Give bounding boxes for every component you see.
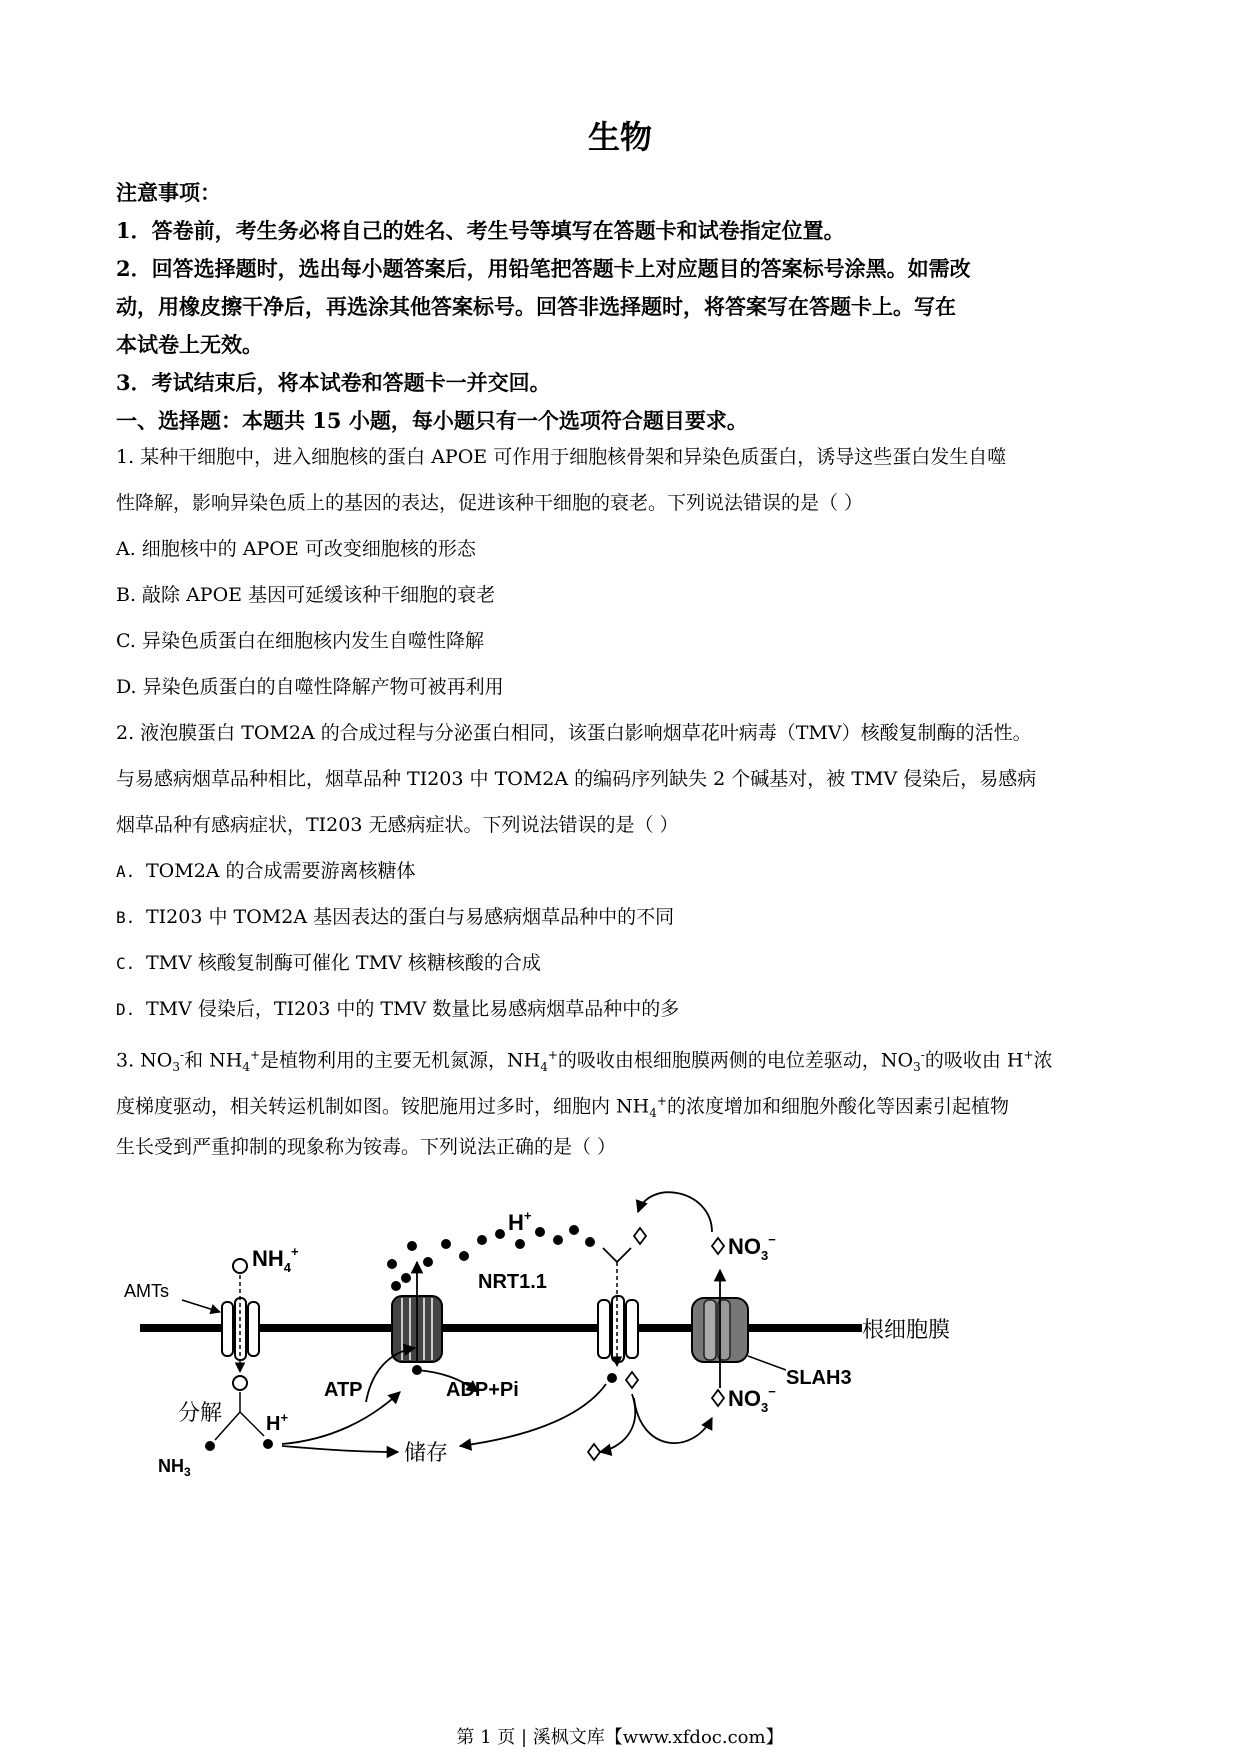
nh4-ion-circle [233, 1259, 247, 1273]
q2-option-a-text: TOM2A 的合成需要游离核糖体 [146, 860, 416, 882]
nrt-channel [598, 1296, 638, 1362]
q2-stem-line-2: 与易感病烟草品种相比，烟草品种 TI203 中 TOM2A 的编码序列缺失 2 个碱基对，被 TMV 侵染后，易感病 [116, 768, 1037, 790]
q2-option-b-label: B. [116, 908, 136, 927]
q1-option-c: C. 异染色质蛋白在细胞核内发生自噬性降解 [116, 630, 484, 652]
h-inside-label: H+ [266, 1410, 289, 1435]
fenjie-label: 分解 [178, 1400, 223, 1425]
nh3-dot [205, 1441, 215, 1451]
notice-heading: 注意事项： [116, 180, 221, 205]
atp-label: ATP [324, 1379, 363, 1401]
notice-item-2-line-2: 动，用橡皮擦干净后，再选涂其他答案标号。回答非选择题时，将答案写在答题卡上。写在 [116, 294, 956, 319]
q2-option-b-text: TI203 中 TOM2A 基因表达的蛋白与易感病烟草品种中的不同 [146, 906, 675, 928]
slah3-label: SLAH3 [786, 1367, 852, 1389]
q2-option-a-label: A. [116, 862, 136, 881]
membrane-label: 根细胞膜 [862, 1317, 951, 1342]
no3-outside-label: $NO_3^-$ [728, 1232, 776, 1263]
notice-item-1: 1．答卷前，考生务必将自己的姓名、考生号等填写在答题卡和试卷指定位置。 [116, 218, 845, 243]
q3-stem-line-1: 3. $NO_3^-$和 $NH_4^+$是植物利用的主要无机氮源，$NH_4^+$的吸收由根细胞膜两侧的电位差驱动，$NO_3^-$的吸收由 H+浓 [116, 1048, 1053, 1075]
notice-item-2-line-3: 本试卷上无效。 [116, 332, 263, 357]
notice-item-3: 3．考试结束后，将本试卷和答题卡一并交回。 [116, 370, 551, 395]
q1-stem-line-1: 1. 某种干细胞中，进入细胞核的蛋白 APOE 可作用于细胞核骨架和异染色质蛋白，诱导这些蛋白发生自噬 [116, 446, 1007, 468]
q2-option-c-text: TMV 核酸复制酶可催化 TMV 核糖核酸的合成 [146, 952, 541, 974]
page-title: 生物 [587, 118, 652, 156]
adp-label: ADP+Pi [446, 1379, 519, 1401]
no3-diamond-nrt-in [626, 1372, 638, 1388]
nrt-label: NRT1.1 [478, 1271, 547, 1293]
amts-channel [222, 1298, 259, 1360]
nh4-inside-circle [233, 1376, 247, 1390]
h-nrt-dot [607, 1373, 617, 1383]
section-heading: 一、选择题：本题共 15 小题，每小题只有一个选项符合题目要求。 [116, 408, 748, 433]
q1-option-b: B. 敲除 APOE 基因可延缓该种干细胞的衰老 [116, 584, 496, 606]
h-outside-label: H+ [508, 1208, 532, 1235]
nh4-label: $NH_4^+$ [252, 1244, 299, 1275]
q2-option-d-text: TMV 侵染后，TI203 中的 TMV 数量比易感病烟草品种中的多 [146, 998, 680, 1020]
amts-label: AMTs [124, 1281, 169, 1301]
notice-item-2-line-1: 2．回答选择题时，选出每小题答案后，用铅笔把答题卡上对应题目的答案标号涂黑。如需改 [116, 256, 971, 281]
q1-option-a: A. 细胞核中的 APOE 可改变细胞核的形态 [116, 538, 476, 560]
no3-diamond-slah-in [712, 1390, 724, 1406]
no3-diamond-stored [588, 1444, 600, 1460]
q2-option-c-label: C. [116, 954, 136, 973]
q1-stem-line-2: 性降解，影响异染色质上的基因的表达，促进该种干细胞的衰老。下列说法错误的是（ ） [116, 492, 864, 514]
no3-inside-label: $NO_3^-$ [728, 1384, 776, 1415]
q3-stem-line-3: 生长受到严重抑制的现象称为铵毒。下列说法正确的是（ ） [116, 1136, 617, 1158]
q1-option-d: D. 异染色质蛋白的自噬性降解产物可被再利用 [116, 676, 504, 698]
h-inside-dot [263, 1439, 273, 1449]
page-footer: 第 1 页 | 溪枫文库【www.xfdoc.com】 [456, 1727, 784, 1748]
q2-stem-line-1: 2. 液泡膜蛋白 TOM2A 的合成过程与分泌蛋白相同，该蛋白影响烟草花叶病毒（TMV）核酸复制酶的活性。 [116, 722, 1032, 744]
no3-diamond-nrt-out [634, 1228, 646, 1244]
q2-option-d-label: D. [116, 1000, 136, 1019]
q2-stem-line-3: 烟草品种有感病症状，TI203 无感病症状。下列说法错误的是（ ） [116, 814, 679, 836]
nh3-label: $NH_3$ [158, 1456, 191, 1479]
q3-stem-line-2: 度梯度驱动，相关转运机制如图。铵肥施用过多时，细胞内 $NH_4^+$的浓度增加和细胞外酸化等因素引起植物 [116, 1094, 1009, 1121]
chucun-label: 储存 [404, 1440, 449, 1465]
no3-diamond-slah-out [712, 1238, 724, 1254]
